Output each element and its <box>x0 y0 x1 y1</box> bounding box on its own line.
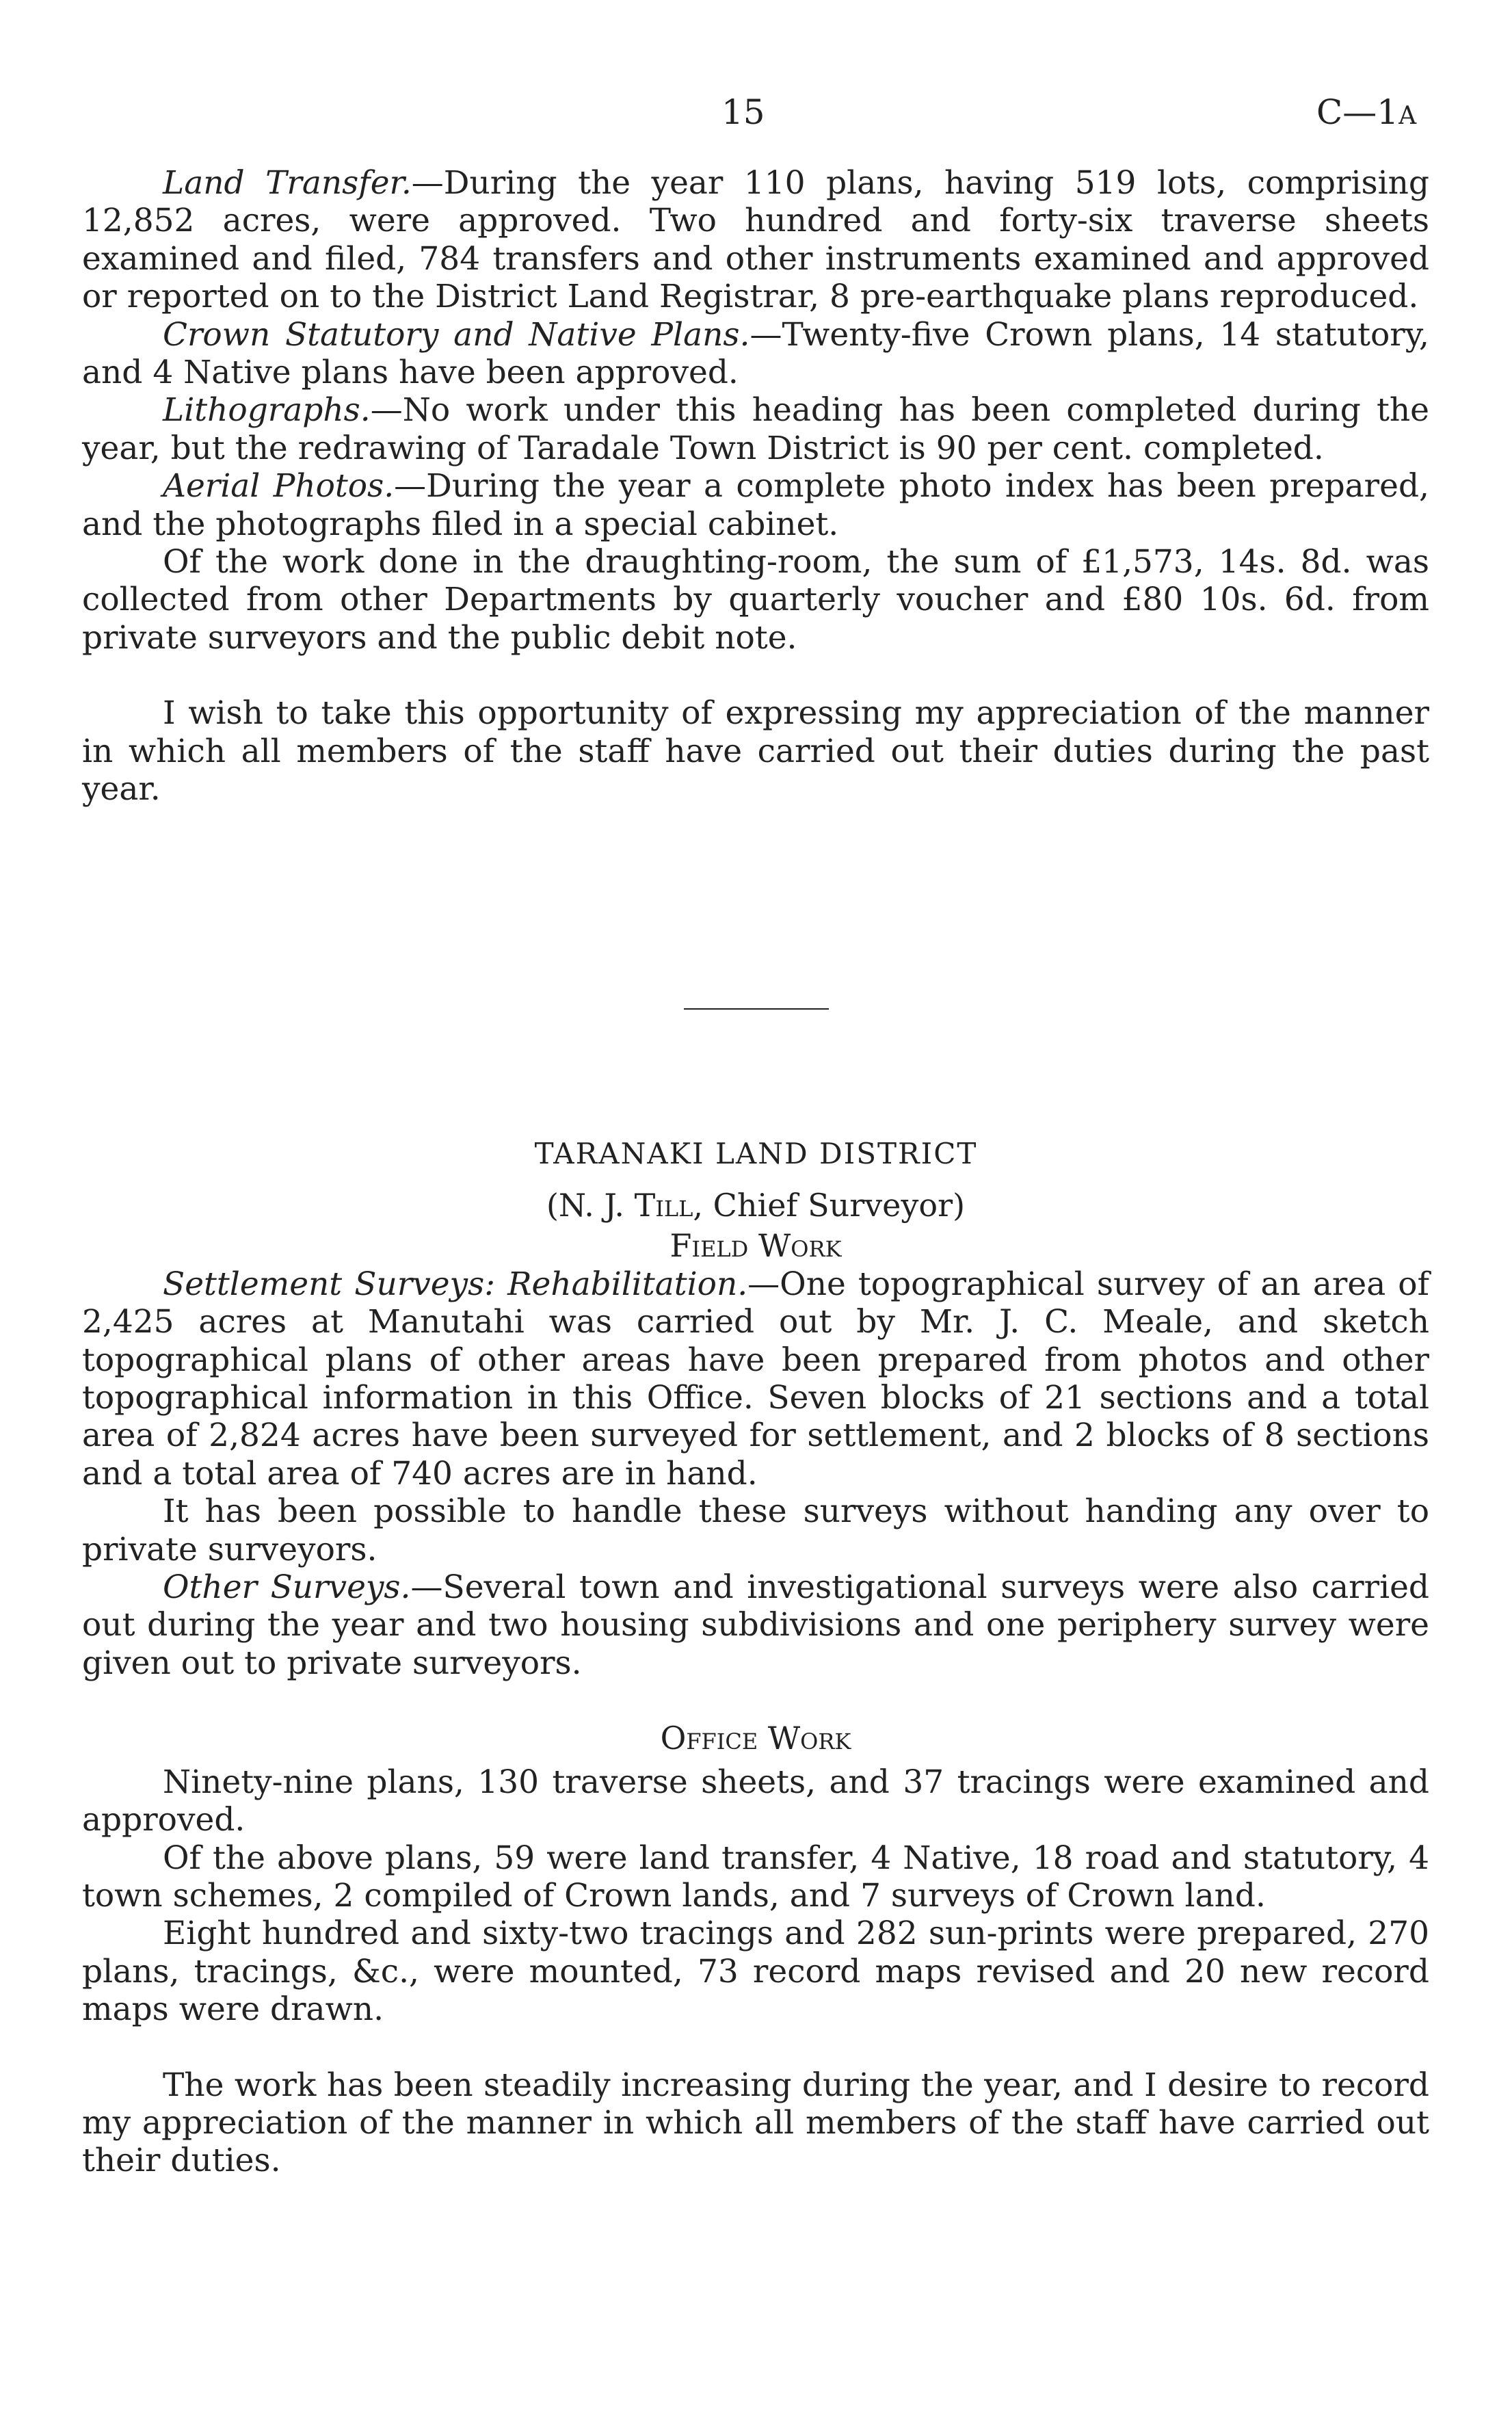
paragraph-plans-examined: Ninety-nine plans, 130 traverse sheets, and 37 tracings were examined and approved. <box>82 1763 1429 1839</box>
subtitle-open: (N. J. <box>546 1187 635 1224</box>
paragraph-appreciation: I wish to take this opportunity of expressing my appreciation of the manner in which all members of the staff have carried out their duties during the past year. <box>82 694 1429 809</box>
paragraph-land-transfer <box>82 164 1429 316</box>
paragraph-fees-collected: Of the work done in the draughting-room, the sum of £1,573, 14s. 8d. was collected from other Departments by quarterly voucher and £80 10s. 6d. from private surveyors and the public debit note. <box>82 543 1429 657</box>
section-hawkes-bay-draughting <box>82 164 1429 809</box>
district-title: TARANAKI LAND DISTRICT <box>534 1137 978 1170</box>
field-work-heading: Field Work <box>669 1227 842 1265</box>
section-taranaki <box>82 1187 1429 2180</box>
paragraph-aerial-photos <box>82 467 1429 543</box>
paragraph-heading: Other Surveys. <box>163 1568 411 1607</box>
page-number: 15 <box>721 92 765 132</box>
paragraph-heading: Aerial Photos. <box>163 467 395 505</box>
paragraph-text: —Several town and investigational surveys were also carried out during the year and two housing subdivisions and one periphery survey were given out to private surveyors. <box>82 1568 1429 1682</box>
section-divider <box>684 1008 829 1010</box>
paragraph-other-surveys <box>82 1568 1429 1682</box>
paragraph-text: —During the year 110 plans, having 519 lots, comprising 12,852 acres, were approved. Two hundred and forty-six traverse sheets examined and filed, 784 transfers and other instruments examined and approved or reported on to the District Land Registrar, 8 pre-earthquake plans reproduced. <box>82 164 1429 316</box>
paragraph-heading: Crown Statutory and Native Plans. <box>163 315 750 354</box>
paragraph-lithographs <box>82 391 1429 467</box>
paragraph-heading: Lithographs. <box>163 391 371 430</box>
surveyor-name: Till <box>634 1187 693 1224</box>
report-code <box>1316 92 1416 132</box>
paragraph-heading: Land Transfer. <box>163 164 412 202</box>
paragraph-private-surveyors: It has been possible to handle these surveys without handing any over to private surveyors. <box>82 1493 1429 1568</box>
paragraph-settlement-surveys <box>82 1265 1429 1493</box>
paragraph-text: —During the year a complete photo index has been prepared, and the photographs filed in a special cabinet. <box>82 467 1429 543</box>
district-subtitle <box>82 1187 1429 1224</box>
paragraph-text: —No work under this heading has been completed during the year, but the redrawing of Taradale Town District is 90 per cent. completed. <box>82 391 1429 467</box>
subtitle-close: , Chief Surveyor) <box>693 1187 966 1224</box>
office-work-heading: Office Work <box>660 1720 851 1757</box>
paragraph-closing: The work has been steadily increasing during the year, and I desire to record my appreciation of the manner in which all members of the staff have carried out their duties. <box>82 2066 1429 2180</box>
paragraph-plans-breakdown: Of the above plans, 59 were land transfer, 4 Native, 18 road and statutory, 4 town schemes, 2 compiled of Crown lands, and 7 surveys of Crown land. <box>82 1839 1429 1915</box>
paragraph-tracings: Eight hundred and sixty-two tracings and 282 sun-prints were prepared, 270 plans, tracings, &c., were mounted, 73 record maps revised and 20 new record maps were drawn. <box>82 1915 1429 2029</box>
paragraph-text: —One topographical survey of an area of 2,425 acres at Manutahi was carried out by Mr. J. C. Meale, and sketch topographical plans of other areas have been prepared from photos and other topographical information in this Office. Seven blocks of 21 sections and a total area of 2,824 acres have been surveyed for settlement, and 2 blocks of 8 sections and a total area of 740 acres are in hand. <box>82 1265 1429 1493</box>
paragraph-heading: Settlement Surveys: Rehabilitation. <box>163 1265 748 1303</box>
paragraph-text: —Twenty-five Crown plans, 14 statutory, and 4 Native plans have been approved. <box>82 315 1429 392</box>
report-code-main: C—1 <box>1316 92 1399 132</box>
paragraph-crown-plans <box>82 316 1429 392</box>
report-code-suffix: A <box>1398 102 1417 130</box>
